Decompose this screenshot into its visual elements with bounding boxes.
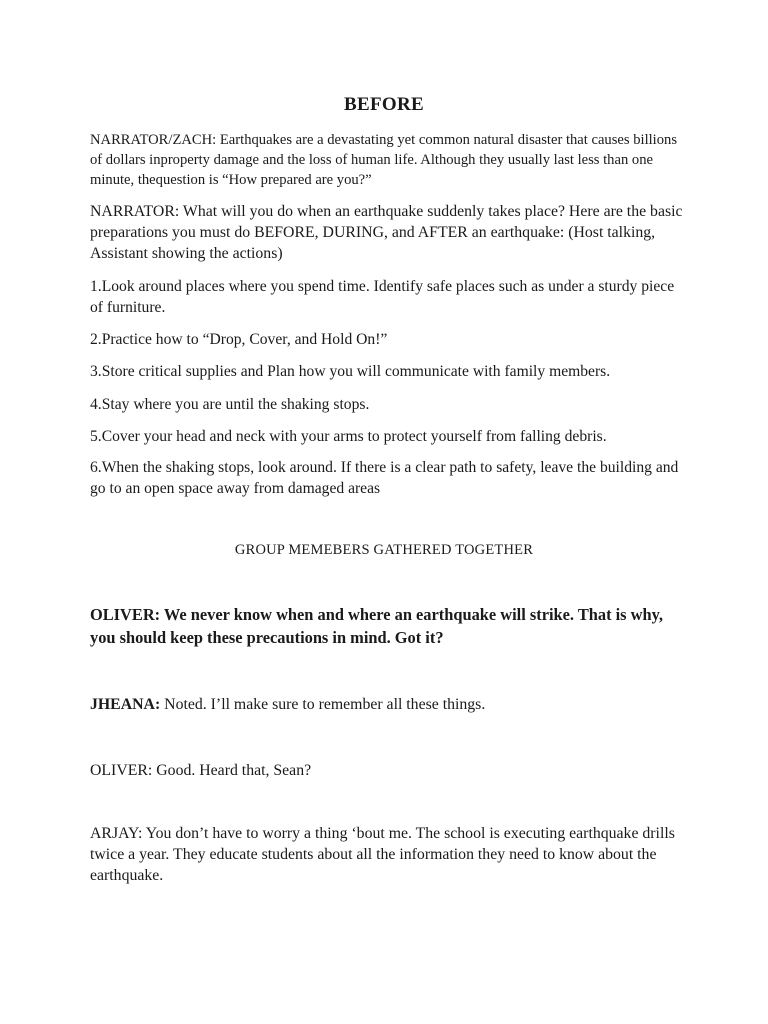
- scene-note: GROUP MEMEBERS GATHERED TOGETHER: [234, 542, 534, 558]
- step-item: 3.Store critical supplies and Plan how you will communicate with family members.: [90, 363, 611, 380]
- page-title: BEFORE: [344, 94, 424, 115]
- oliver-speaker-2: OLIVER:: [90, 762, 153, 779]
- step-item: 4.Stay where you are until the shaking stops.: [90, 396, 370, 413]
- oliver-line-1: [90, 603, 690, 649]
- oliver-text: We never know when and where an earthquake will strike. That is why, you should keep these precautions in mind. Got it?: [90, 605, 663, 647]
- intro-paragraph: [90, 130, 690, 190]
- step-item: 6.When the shaking stops, look around. If there is a clear path to safety, leave the building and go to an open space away from damaged areas: [90, 459, 679, 497]
- narrator-speaker: NARRATOR:: [90, 203, 180, 220]
- intro-speaker: NARRATOR/ZACH:: [90, 132, 217, 148]
- intro-text: Earthquakes are a devastating yet common natural disaster that causes billions of dollars inproperty damage and the loss of human life. Although they usually last less than one minute, thequestion is “How prepared are you?”: [90, 132, 678, 188]
- arjay-line: [90, 823, 690, 886]
- oliver-text-2: Good. Heard that, Sean?: [152, 762, 312, 779]
- arjay-speaker: ARJAY:: [90, 825, 143, 842]
- step-item: 1.Look around places where you spend time. Identify safe places such as under a sturdy piece of furniture.: [90, 278, 675, 316]
- step-item: 2.Practice how to “Drop, Cover, and Hold On!”: [90, 331, 388, 348]
- oliver-line-2: [90, 760, 690, 781]
- jheana-line: [90, 694, 690, 715]
- narrator-text: What will you do when an earthquake suddenly takes place? Here are the basic preparations you must do BEFORE, DURING, and AFTER an earthquake: (Host talking, Assistant showing the actions): [90, 203, 683, 262]
- jheana-speaker: JHEANA:: [90, 696, 161, 713]
- arjay-text: You don’t have to worry a thing ‘bout me. The school is executing earthquake drills twice a year. They educate students about all the information they need to know about the earthquake.: [90, 825, 675, 884]
- oliver-speaker: OLIVER:: [90, 605, 161, 624]
- step-item: 5.Cover your head and neck with your arms to protect yourself from falling debris.: [90, 428, 607, 445]
- narrator-paragraph: [90, 201, 690, 264]
- jheana-text: Noted. I’ll make sure to remember all these things.: [160, 696, 486, 713]
